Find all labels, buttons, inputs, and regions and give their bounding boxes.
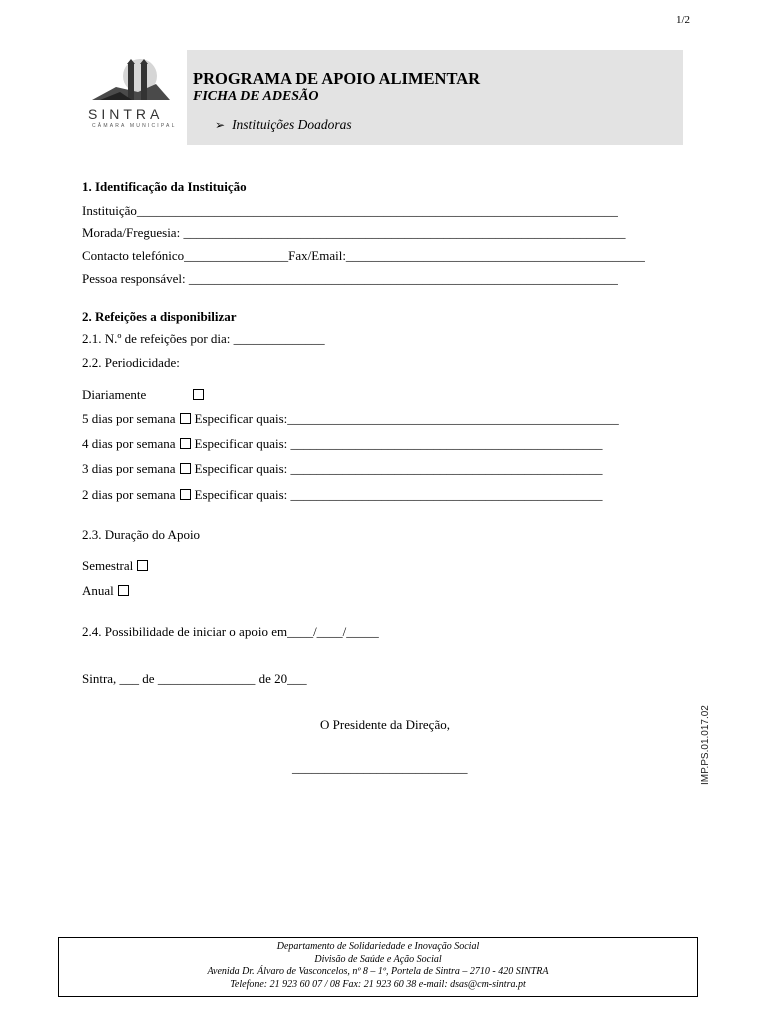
- diariamente-checkbox[interactable]: [193, 389, 204, 400]
- field-pessoa[interactable]: Pessoa responsável: __________________________________________________________________: [82, 271, 618, 286]
- option-row: [82, 411, 619, 427]
- diariamente-label: Diariamente: [82, 387, 147, 402]
- footer-address: Avenida Dr. Álvaro de Vasconcelos, nº 8 – 1º, Portela de Sintra – 2710 - 420 SINTRA: [207, 966, 549, 977]
- row-spec[interactable]: Especificar quais: ________________________________________________: [194, 461, 603, 476]
- semestral-checkbox[interactable]: [137, 560, 148, 571]
- footer-department: Departamento de Solidariedade e Inovação Social: [276, 941, 480, 952]
- row-checkbox[interactable]: [180, 413, 191, 424]
- footer-division: Divisão de Saúde e Ação Social: [314, 953, 442, 965]
- field-contacto[interactable]: Contacto telefónico________________Fax/Email:______________________________________________: [82, 248, 645, 263]
- field-morada[interactable]: Morada/Freguesia: ____________________________________________________________________: [82, 225, 626, 240]
- option-row: [82, 436, 603, 452]
- form-subtitle: FICHA DE ADESÃO: [193, 89, 319, 104]
- option-diariamente: [82, 387, 208, 403]
- option-row: [82, 461, 603, 477]
- footer-box: [58, 937, 698, 997]
- duracao-label: 2.3. Duração do Apoio: [82, 527, 201, 542]
- section1-heading: 1. Identificação da Instituição: [82, 179, 247, 194]
- semestral-label: Semestral: [82, 558, 134, 573]
- header-item-label: Instituições Doadoras: [232, 117, 352, 132]
- row-checkbox[interactable]: [180, 489, 191, 500]
- row-label: 5 dias por semana: [82, 411, 176, 426]
- footer-contacts: Telefone: 21 923 60 07 / 08 Fax: 21 923 60 38 e-mail: dsas@cm-sintra.pt: [230, 978, 526, 990]
- field-instituicao[interactable]: Instituição__________________________________________________________________________: [82, 203, 618, 218]
- date-line[interactable]: Sintra, ___ de _______________ de 20___: [82, 671, 307, 686]
- form-title: PROGRAMA DE APOIO ALIMENTAR: [193, 69, 481, 88]
- document-code: IMP.PS.01.017.02: [700, 705, 711, 785]
- row-checkbox[interactable]: [180, 438, 191, 449]
- arrow-bullet-icon: ➢: [215, 118, 226, 132]
- row-spec[interactable]: Especificar quais: ________________________________________________: [194, 436, 603, 451]
- row-label: 2 dias por semana: [82, 487, 176, 502]
- field-inicio[interactable]: 2.4. Possibilidade de iniciar o apoio em____/____/_____: [82, 624, 379, 639]
- row-label: 4 dias por semana: [82, 436, 176, 451]
- option-row: [82, 487, 603, 503]
- periodicidade-label: 2.2. Periodicidade:: [82, 355, 180, 370]
- logo-subtext: CÂMARA MUNICIPAL: [92, 123, 177, 129]
- row-checkbox[interactable]: [180, 463, 191, 474]
- row-label: 3 dias por semana: [82, 461, 176, 476]
- signature-label: O Presidente da Direção,: [320, 717, 450, 732]
- option-anual: [82, 583, 133, 599]
- field-refeicoes[interactable]: 2.1. N.º de refeições por dia: ______________: [82, 331, 325, 346]
- row-spec[interactable]: Especificar quais:___________________________________________________: [194, 411, 619, 426]
- logo-text: SINTRA: [88, 106, 164, 122]
- row-spec[interactable]: Especificar quais: ________________________________________________: [194, 487, 603, 502]
- anual-checkbox[interactable]: [118, 585, 129, 596]
- option-semestral: [82, 558, 152, 574]
- section2-heading: 2. Refeições a disponibilizar: [82, 309, 237, 324]
- signature-line[interactable]: ___________________________: [292, 760, 468, 775]
- page-number: 1/2: [676, 14, 691, 26]
- header-bullet-item: [215, 117, 352, 133]
- anual-label: Anual: [82, 583, 114, 598]
